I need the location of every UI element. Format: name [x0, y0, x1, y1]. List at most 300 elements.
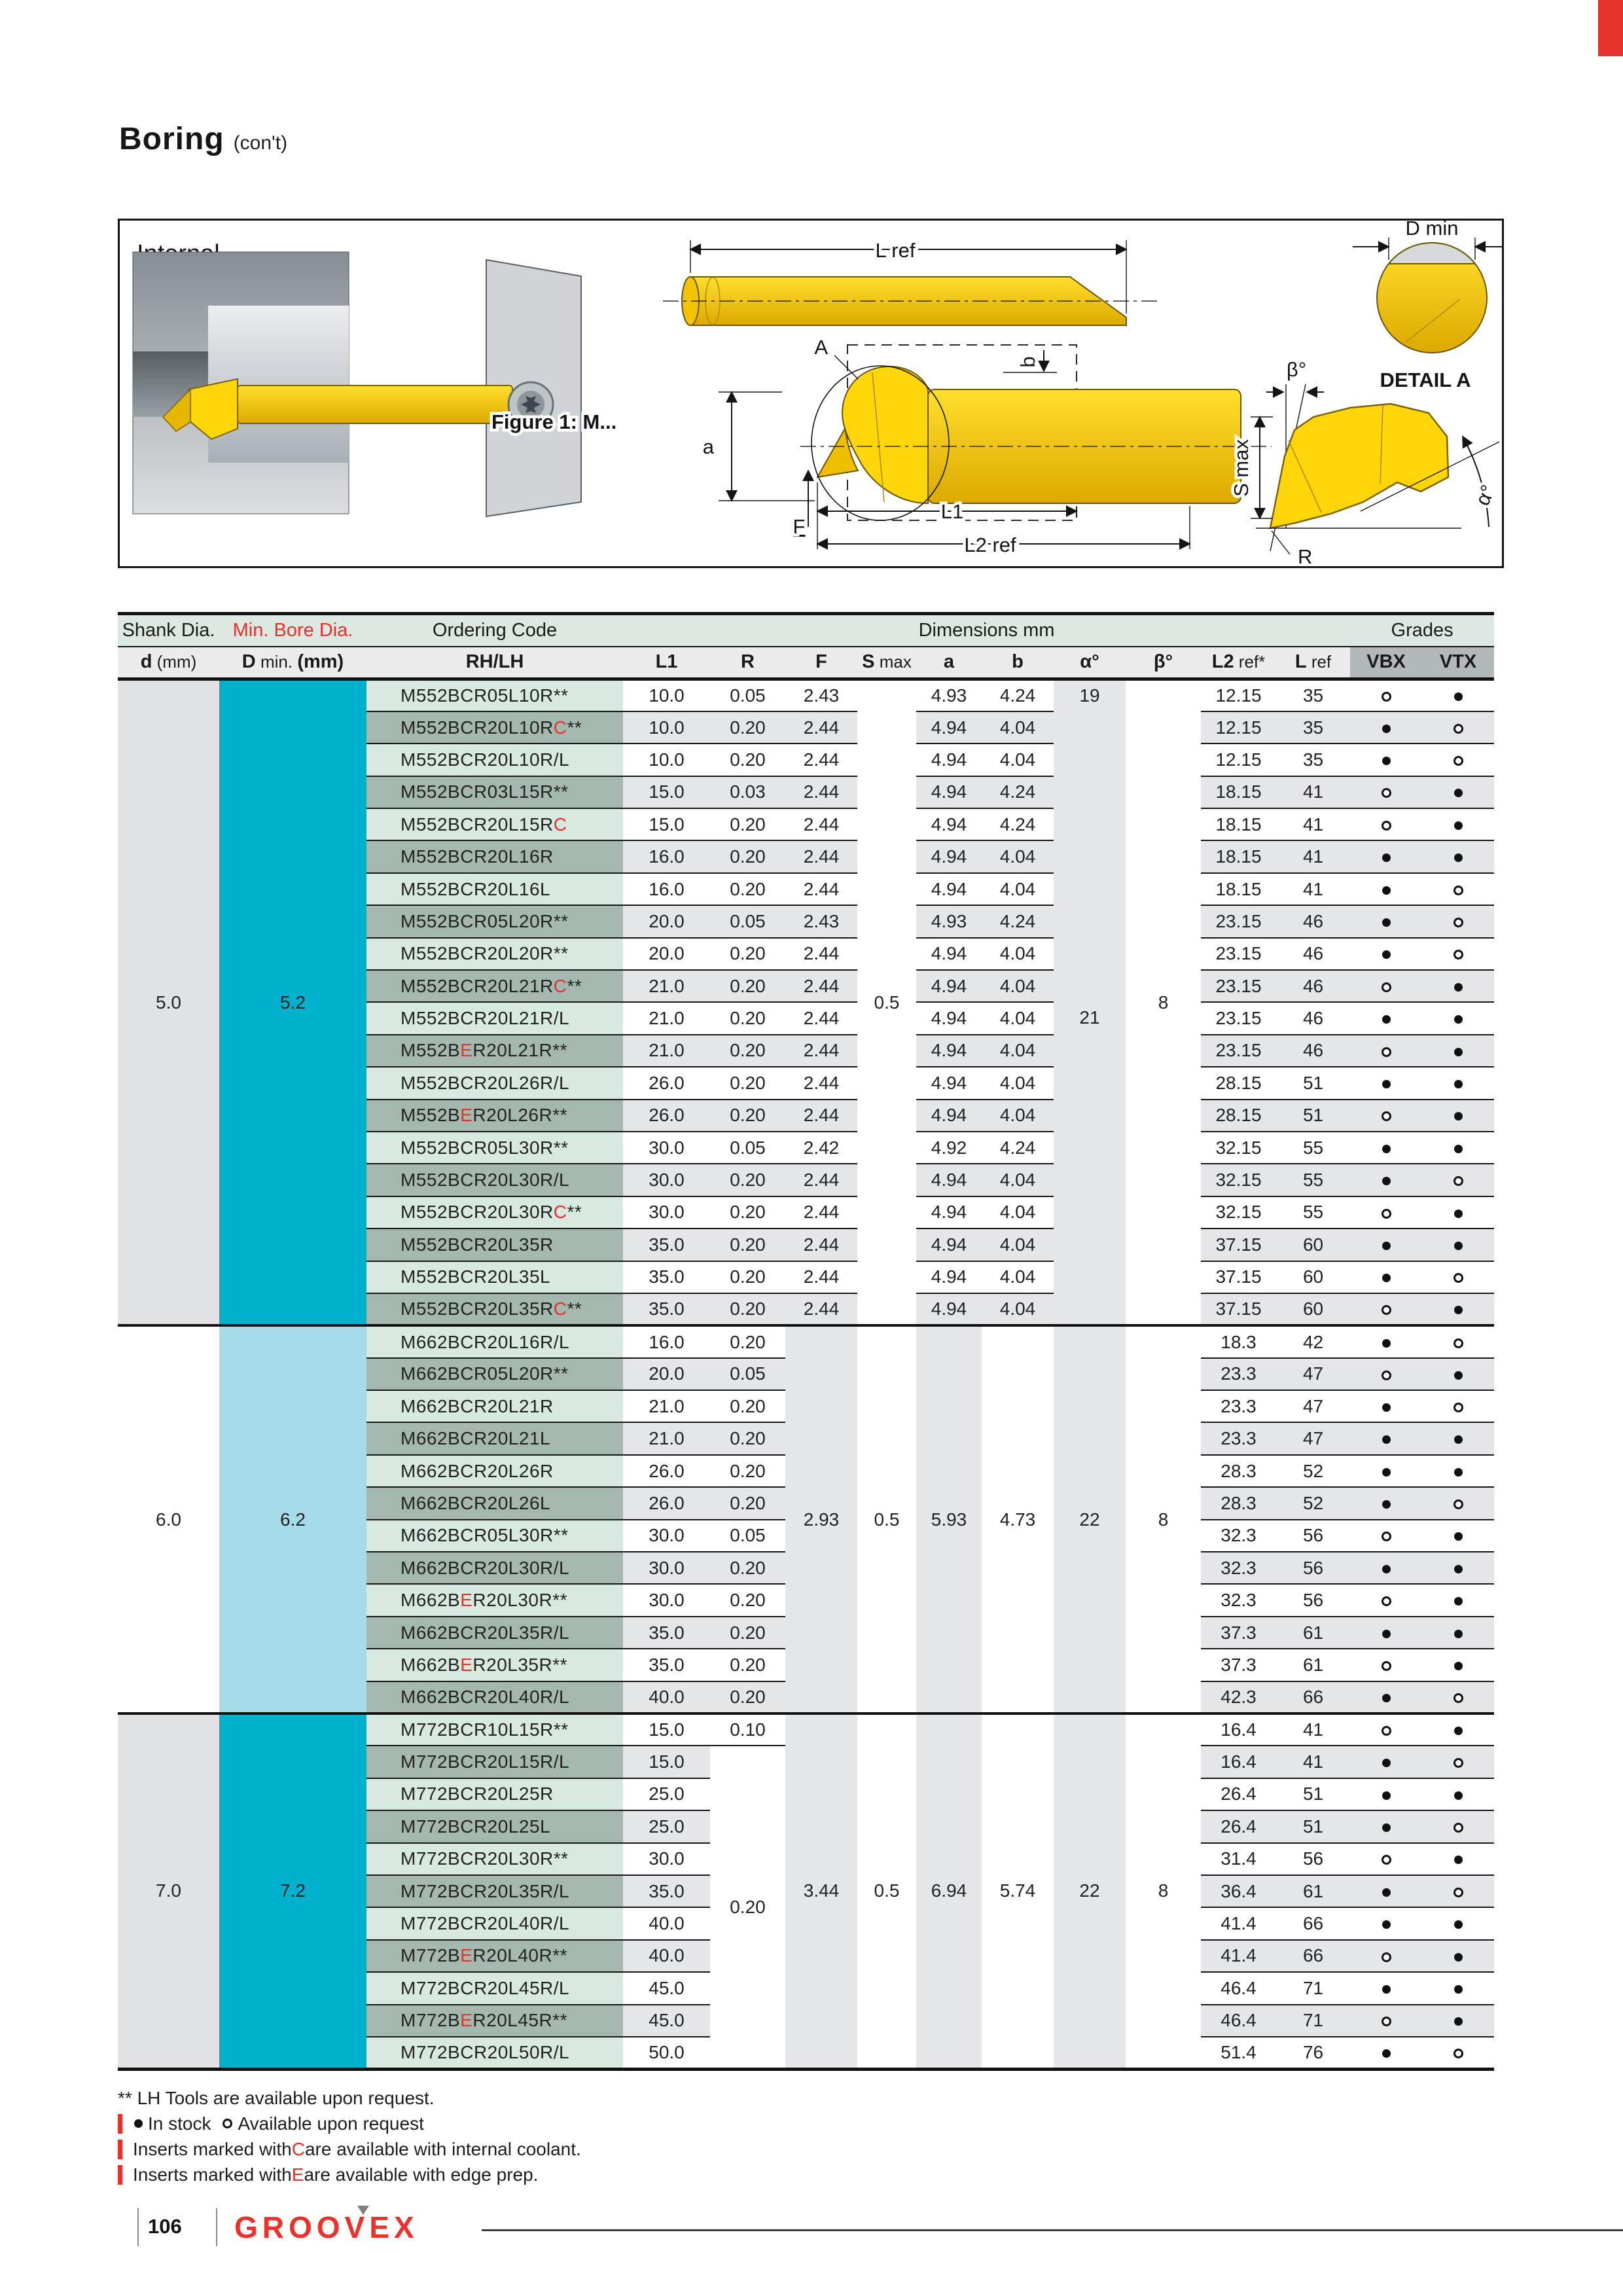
application-photo [133, 252, 581, 516]
cell-l1: 15.0 [623, 1746, 710, 1778]
cell-ordering-code: M552BER20L21R** [366, 1035, 623, 1067]
cell-a: 4.94 [916, 1229, 982, 1261]
dot-open-icon [1454, 1888, 1463, 1897]
cell-b: 4.04 [982, 1196, 1054, 1229]
cell-vbx-grade [1350, 776, 1422, 808]
cell-l-ref: 51 [1276, 1810, 1350, 1842]
cell-r: 0.20 [710, 1455, 785, 1487]
dot-open-icon [1454, 1273, 1463, 1283]
cell-smax: 0.5 [857, 1325, 916, 1713]
cell-vtx-grade [1422, 1972, 1494, 2004]
cell-vbx-grade [1350, 1681, 1422, 1713]
group-2 [118, 1713, 1494, 2069]
cell-ordering-code: M772BCR20L45R/L [366, 1972, 623, 2004]
dot-filled-icon [1454, 1532, 1463, 1541]
cell-l1: 26.0 [623, 1487, 710, 1519]
dot-filled-icon [1382, 1435, 1391, 1444]
cell-l2-ref: 46.4 [1201, 1972, 1276, 2004]
code-red-letter: C [553, 1299, 567, 1319]
cell-l2-ref: 23.15 [1201, 970, 1276, 1002]
cell-vbx-grade [1350, 1713, 1422, 1746]
cell-beta: 8 [1126, 1713, 1201, 2069]
cell-r: 0.20 [710, 1552, 785, 1584]
footnote-text: Inserts marked with [133, 2164, 292, 2185]
header-col-5: F [815, 651, 827, 673]
cell-vtx-grade [1422, 1810, 1494, 1842]
cell-l2-ref: 41.4 [1201, 1907, 1276, 1939]
header-col-13: VBX [1350, 647, 1422, 679]
cell-l-ref: 46 [1276, 1035, 1350, 1067]
figure-box [118, 219, 1504, 568]
dot-filled-icon [1454, 1791, 1463, 1800]
dot-filled-icon [1382, 918, 1391, 927]
cell-l-ref: 41 [1276, 808, 1350, 840]
cell-r: 0.20 [710, 970, 785, 1002]
cell-l2-ref: 16.4 [1201, 1713, 1276, 1746]
code-red-letter: E [460, 1040, 473, 1061]
cell-ordering-code: M552BCR20L35L [366, 1261, 623, 1293]
dot-filled-icon [1454, 1727, 1463, 1735]
cell-a: 4.94 [916, 711, 982, 744]
cell-l-ref: 61 [1276, 1649, 1350, 1681]
dot-filled-icon [1382, 1145, 1391, 1153]
cell-b: 4.04 [982, 1035, 1054, 1067]
cell-ordering-code: M552BCR20L26R/L [366, 1067, 623, 1099]
cell-r: 0.05 [710, 1132, 785, 1164]
cell-ordering-code: M772BCR20L25L [366, 1810, 623, 1842]
cell-b: 4.04 [982, 1100, 1054, 1132]
cell-l1: 30.0 [623, 1584, 710, 1616]
footnote-red-bar [118, 2114, 122, 2134]
cell-vtx-grade [1422, 1002, 1494, 1034]
cell-vbx-grade [1350, 1002, 1422, 1034]
cell-vtx-grade [1422, 840, 1494, 872]
cell-l2-ref: 23.15 [1201, 1002, 1276, 1034]
cell-ordering-code: M552BCR20L30R/L [366, 1164, 623, 1196]
cell-vbx-grade [1350, 1164, 1422, 1196]
header-group-1: Min. Bore Dia. [232, 619, 353, 641]
dim-l-ref: L ref [875, 239, 916, 262]
cell-f: 2.43 [785, 905, 857, 937]
cell-f: 2.44 [785, 744, 857, 776]
dot-open-icon [1382, 1661, 1391, 1671]
dot-filled-icon [1454, 1210, 1463, 1218]
cell-vtx-grade [1422, 1746, 1494, 1778]
cell-ordering-code: M552BCR05L20R** [366, 905, 623, 937]
cell-ordering-code: M552BCR05L30R** [366, 1132, 623, 1164]
dot-filled-icon [1454, 692, 1463, 701]
cell-vbx-grade [1350, 1067, 1422, 1099]
cell-f: 2.44 [785, 1100, 857, 1132]
cell-alpha: 21 [1054, 711, 1126, 1325]
cell-vbx-grade [1350, 1617, 1422, 1649]
cell-l2-ref: 37.3 [1201, 1649, 1276, 1681]
cell-l1: 45.0 [623, 1972, 710, 2004]
cell-l-ref: 41 [1276, 1713, 1350, 1746]
cell-vbx-grade [1350, 711, 1422, 744]
cell-r: 0.20 [710, 840, 785, 872]
header-group-2: Ordering Code [432, 619, 558, 641]
cell-b: 4.04 [982, 744, 1054, 776]
header-col-11: L2 ref* [1211, 651, 1266, 673]
cell-vbx-grade [1350, 1972, 1422, 2004]
dot-filled-icon [1454, 1015, 1463, 1024]
cell-f: 2.44 [785, 840, 857, 872]
dot-open-icon [1382, 1726, 1391, 1736]
detail-a-label: DETAIL A [1380, 368, 1471, 391]
cell-l2-ref: 32.15 [1201, 1132, 1276, 1164]
dot-open-icon [1454, 1693, 1463, 1703]
cell-l-ref: 76 [1276, 2037, 1350, 2069]
cell-l2-ref: 23.3 [1201, 1358, 1276, 1390]
dim-r: R [1298, 545, 1313, 566]
cell-r: 0.20 [710, 1617, 785, 1649]
cell-a: 4.94 [916, 1002, 982, 1034]
cell-b: 4.04 [982, 938, 1054, 970]
cell-l1: 10.0 [623, 744, 710, 776]
cell-a: 4.94 [916, 744, 982, 776]
cell-vbx-grade [1350, 970, 1422, 1002]
cell-l-ref: 52 [1276, 1487, 1350, 1519]
page-number: 106 [148, 2215, 182, 2238]
dot-open-icon [1454, 1403, 1463, 1412]
cell-f: 2.44 [785, 970, 857, 1002]
dot-open-icon [1382, 1047, 1391, 1057]
cell-r: 0.20 [710, 1035, 785, 1067]
cell-l1: 30.0 [623, 1552, 710, 1584]
cell-l1: 16.0 [623, 840, 710, 872]
cell-l1: 25.0 [623, 1778, 710, 1810]
cell-b: 4.04 [982, 1164, 1054, 1196]
cell-l2-ref: 18.15 [1201, 840, 1276, 872]
detail-a-view [1230, 358, 1500, 566]
cell-r: 0.20 [710, 1067, 785, 1099]
cell-l2-ref: 26.4 [1201, 1810, 1276, 1842]
cell-vtx-grade [1422, 1132, 1494, 1164]
footer-divider-right [216, 2208, 217, 2246]
table-row [118, 1713, 1494, 1746]
cell-l2-ref: 37.15 [1201, 1293, 1276, 1325]
cell-ordering-code: M772BCR20L50R/L [366, 2037, 623, 2069]
cell-l-ref: 46 [1276, 905, 1350, 937]
dot-open-icon [1454, 756, 1463, 766]
dot-filled-icon [1382, 1403, 1391, 1412]
cell-ordering-code: M552BCR20L10R/L [366, 744, 623, 776]
cell-ordering-code: M772BCR20L35R/L [366, 1875, 623, 1907]
title-suffix: (con't) [233, 132, 288, 154]
cell-r: 0.05 [710, 1358, 785, 1390]
cell-r: 0.05 [710, 905, 785, 937]
cell-l1: 35.0 [623, 1261, 710, 1293]
cell-vbx-grade [1350, 1907, 1422, 1939]
cell-l2-ref: 32.3 [1201, 1552, 1276, 1584]
cell-vtx-grade [1422, 776, 1494, 808]
cell-r: 0.20 [710, 1002, 785, 1034]
cell-a: 4.94 [916, 808, 982, 840]
cell-l-ref: 42 [1276, 1325, 1350, 1357]
dot-filled-icon [1382, 1274, 1391, 1282]
cell-f: 2.44 [785, 1293, 857, 1325]
cell-f: 2.42 [785, 1132, 857, 1164]
cell-vbx-grade [1350, 1810, 1422, 1842]
cell-vtx-grade [1422, 1681, 1494, 1713]
dot-filled-icon [1454, 1435, 1463, 1444]
dim-l2-ref: L2 ref [964, 533, 1016, 556]
dim-beta: β° [1286, 358, 1307, 381]
cell-l2-ref: 23.15 [1201, 1035, 1276, 1067]
cell-b: 4.24 [982, 1132, 1054, 1164]
technical-drawing [120, 221, 1502, 566]
cell-l2-ref: 16.4 [1201, 1746, 1276, 1778]
cell-vtx-grade [1422, 711, 1494, 744]
footnote-line [118, 2111, 1165, 2136]
cell-l-ref: 61 [1276, 1875, 1350, 1907]
cell-vbx-grade [1350, 1132, 1422, 1164]
cell-l2-ref: 28.3 [1201, 1487, 1276, 1519]
cell-l1: 30.0 [623, 1196, 710, 1229]
cell-ordering-code: M772BER20L40R** [366, 1940, 623, 1972]
cell-vtx-grade [1422, 1325, 1494, 1357]
dot-filled-icon [1382, 1630, 1391, 1638]
cell-l1: 35.0 [623, 1617, 710, 1649]
cell-vtx-grade [1422, 1455, 1494, 1487]
cell-l1: 50.0 [623, 2037, 710, 2069]
cell-vbx-grade [1350, 1746, 1422, 1778]
cell-ordering-code: M772BER20L45R** [366, 2005, 623, 2037]
cell-l-ref: 41 [1276, 873, 1350, 905]
cell-ordering-code: M552BCR20L15RC [366, 808, 623, 840]
dot-open-icon [1454, 1338, 1463, 1348]
cell-l1: 10.0 [623, 679, 710, 711]
side-view [663, 239, 1157, 325]
cell-r: 0.20 [710, 1293, 785, 1325]
header-col-8: b [1012, 651, 1024, 673]
dim-a: a [702, 435, 714, 458]
cell-l-ref: 61 [1276, 1617, 1350, 1649]
dot-filled-icon [1382, 1791, 1391, 1800]
cell-ordering-code: M662BCR20L16R/L [366, 1325, 623, 1357]
cell-l1: 21.0 [623, 970, 710, 1002]
cell-r: 0.20 [710, 938, 785, 970]
cell-l2-ref: 23.15 [1201, 905, 1276, 937]
header-col-10: β° [1153, 651, 1173, 673]
dim-alpha: α° [1471, 481, 1500, 509]
cell-f: 2.43 [785, 679, 857, 711]
cell-vbx-grade [1350, 1261, 1422, 1293]
dot-open-icon [1382, 692, 1391, 702]
cell-l2-ref: 12.15 [1201, 711, 1276, 744]
cell-vbx-grade [1350, 1390, 1422, 1422]
cell-a: 4.94 [916, 776, 982, 808]
cell-ordering-code: M552BCR20L20R** [366, 938, 623, 970]
cell-vbx-grade [1350, 1520, 1422, 1552]
header-col-3: L1 [655, 651, 678, 673]
cell-l2-ref: 28.15 [1201, 1067, 1276, 1099]
dot-filled-icon [1382, 1759, 1391, 1767]
cell-l-ref: 52 [1276, 1455, 1350, 1487]
cell-r: 0.20 [710, 1100, 785, 1132]
cell-b: 4.24 [982, 905, 1054, 937]
cell-a: 4.94 [916, 1196, 982, 1229]
cell-l1: 40.0 [623, 1940, 710, 1972]
cell-l-ref: 60 [1276, 1229, 1350, 1261]
cell-vbx-grade [1350, 840, 1422, 872]
boring-bar [238, 386, 512, 423]
cell-l1: 16.0 [623, 1325, 710, 1357]
cell-l-ref: 66 [1276, 1940, 1350, 1972]
dot-filled-icon [1382, 853, 1391, 862]
cell-a: 5.93 [916, 1325, 982, 1713]
cell-l2-ref: 41.4 [1201, 1940, 1276, 1972]
footnote-line [118, 2136, 1165, 2162]
cell-vtx-grade [1422, 808, 1494, 840]
dot-open-icon [1382, 982, 1391, 992]
cell-l2-ref: 37.15 [1201, 1261, 1276, 1293]
cell-r: 0.20 [710, 1746, 785, 2069]
cell-l2-ref: 23.15 [1201, 938, 1276, 970]
cell-r: 0.20 [710, 1164, 785, 1196]
dot-open-icon [1382, 1855, 1391, 1865]
cell-l2-ref: 18.3 [1201, 1325, 1276, 1357]
cell-r: 0.20 [710, 1487, 785, 1519]
dot-filled-icon [1454, 1985, 1463, 1994]
header-col-2: RH/LH [465, 651, 524, 673]
cell-l1: 15.0 [623, 1713, 710, 1746]
title-text: Boring [119, 122, 224, 156]
cell-l2-ref: 32.3 [1201, 1520, 1276, 1552]
end-view [1353, 221, 1502, 353]
cell-vtx-grade [1422, 1778, 1494, 1810]
cell-ordering-code: M772BCR20L40R/L [366, 1907, 623, 1939]
cell-b: 4.04 [982, 1229, 1054, 1261]
header-row-groups [118, 614, 1494, 647]
dot-filled-icon [1454, 1080, 1463, 1088]
page-title [119, 121, 287, 157]
cell-l2-ref: 37.3 [1201, 1617, 1276, 1649]
cell-r: 0.20 [710, 808, 785, 840]
footer-rule [482, 2229, 1623, 2231]
dot-open-icon [1454, 2049, 1463, 2058]
cell-vbx-grade [1350, 1778, 1422, 1810]
dim-f: F [793, 515, 806, 538]
cell-f: 2.44 [785, 938, 857, 970]
dot-filled-icon [1382, 2049, 1391, 2058]
code-red-letter: E [460, 2010, 473, 2031]
dot-open-icon [1454, 724, 1463, 734]
cell-b: 4.04 [982, 1261, 1054, 1293]
cell-b: 4.24 [982, 679, 1054, 711]
cell-ordering-code: M772BCR10L15R** [366, 1713, 623, 1746]
cell-f: 3.44 [785, 1713, 857, 2069]
dot-open-icon [1382, 788, 1391, 798]
header-col-1: D min. (mm) [241, 651, 344, 673]
cell-a: 4.94 [916, 840, 982, 872]
dot-filled-icon [1454, 1242, 1463, 1250]
cell-vtx-grade [1422, 938, 1494, 970]
cell-vtx-grade [1422, 1035, 1494, 1067]
cell-l-ref: 41 [1276, 1746, 1350, 1778]
cell-l-ref: 55 [1276, 1196, 1350, 1229]
cell-r: 0.20 [710, 1681, 785, 1713]
brand-logo: GROOVEX [234, 2210, 419, 2244]
code-red-letter: C [553, 975, 567, 996]
cell-ordering-code: M552BCR20L16R [366, 840, 623, 872]
cell-ordering-code: M662BCR20L35R/L [366, 1617, 623, 1649]
footnote-text: are available with internal coolant. [304, 2138, 581, 2159]
dim-callout-a: A [814, 336, 828, 359]
dot-filled-icon [1454, 1856, 1463, 1864]
cell-l2-ref: 18.15 [1201, 776, 1276, 808]
cell-vtx-grade [1422, 2005, 1494, 2037]
cell-a: 4.94 [916, 1067, 982, 1099]
group-0 [118, 679, 1494, 1326]
cell-shank-dia: 7.0 [118, 1713, 219, 2069]
cell-r: 0.20 [710, 711, 785, 744]
dot-open-icon [1454, 1176, 1463, 1186]
dot-filled-icon [1454, 821, 1463, 830]
cell-a: 4.94 [916, 1035, 982, 1067]
cell-ordering-code: M662BCR20L30R/L [366, 1552, 623, 1584]
cell-l1: 40.0 [623, 1907, 710, 1939]
cell-vtx-grade [1422, 1229, 1494, 1261]
cell-l2-ref: 37.15 [1201, 1229, 1276, 1261]
dot-open-icon [1382, 821, 1391, 831]
dot-filled-icon [1454, 1112, 1463, 1121]
cell-r: 0.20 [710, 1390, 785, 1422]
cell-vtx-grade [1422, 2037, 1494, 2069]
cell-l-ref: 55 [1276, 1132, 1350, 1164]
cell-l-ref: 46 [1276, 1002, 1350, 1034]
cell-f: 2.44 [785, 776, 857, 808]
cell-l2-ref: 23.3 [1201, 1390, 1276, 1422]
cell-vtx-grade [1422, 1100, 1494, 1132]
cell-l-ref: 51 [1276, 1778, 1350, 1810]
cell-b: 4.04 [982, 1293, 1054, 1325]
footnote-text: ** LH Tools are available upon request. [118, 2087, 435, 2108]
table-head [118, 614, 1494, 679]
cell-vtx-grade [1422, 1261, 1494, 1293]
cell-l-ref: 56 [1276, 1584, 1350, 1616]
head-view [703, 336, 1272, 556]
cell-f: 2.44 [785, 1035, 857, 1067]
cell-b: 4.04 [982, 1067, 1054, 1099]
header-col-12: L ref [1294, 651, 1332, 673]
dot-filled-icon [1382, 1920, 1391, 1929]
cell-a: 4.93 [916, 679, 982, 711]
cell-f: 2.44 [785, 1261, 857, 1293]
cell-l-ref: 47 [1276, 1390, 1350, 1422]
cell-l1: 26.0 [623, 1067, 710, 1099]
cell-ordering-code: M552BER20L26R** [366, 1100, 623, 1132]
cell-vtx-grade [1422, 1358, 1494, 1390]
dim-d-min: D min [1405, 221, 1459, 240]
cell-l1: 35.0 [623, 1229, 710, 1261]
dot-open-icon [1382, 2017, 1391, 2026]
cell-l-ref: 60 [1276, 1293, 1350, 1325]
cell-vtx-grade [1422, 873, 1494, 905]
cell-a: 4.94 [916, 938, 982, 970]
cell-vbx-grade [1350, 905, 1422, 937]
code-red-letter: E [460, 1654, 473, 1675]
cell-vbx-grade [1350, 1584, 1422, 1616]
cell-r: 0.03 [710, 776, 785, 808]
cell-vbx-grade [1350, 1293, 1422, 1325]
cell-vtx-grade [1422, 1617, 1494, 1649]
footnote-red-bar [118, 2140, 122, 2159]
cell-vbx-grade [1350, 873, 1422, 905]
cell-vtx-grade [1422, 970, 1494, 1002]
cell-r: 0.20 [710, 1196, 785, 1229]
